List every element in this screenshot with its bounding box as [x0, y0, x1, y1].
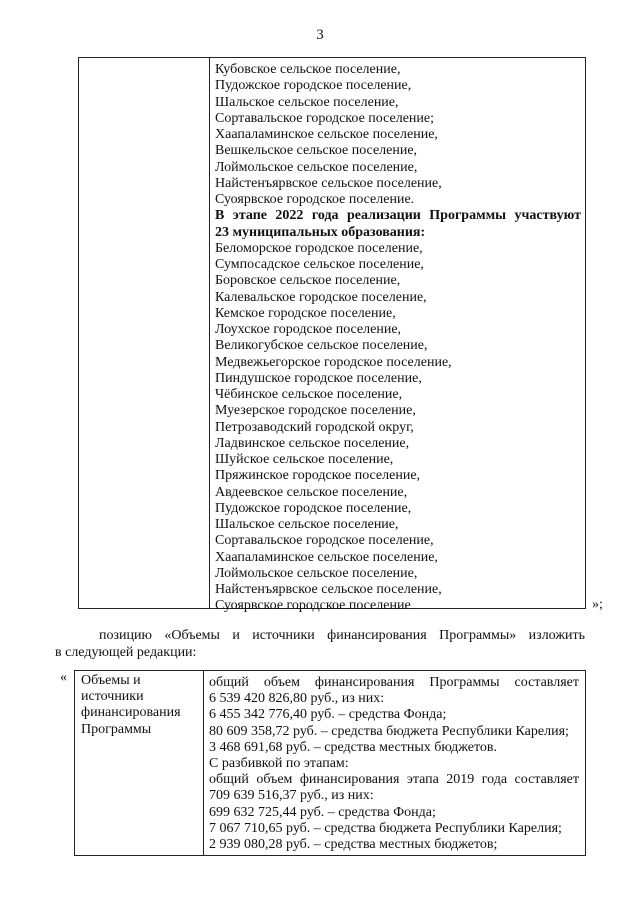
closing-quote-mark: »; — [592, 597, 603, 612]
municipality-line: Боровское сельское поселение, — [215, 273, 401, 289]
funding-line: общий объем финансирования этапа 2019 года составляет — [209, 772, 579, 788]
municipality-line: Лоймольское сельское поселение, — [215, 159, 418, 175]
municipality-line: Калевальское городское поселение, — [215, 289, 427, 305]
funding-line: 699 632 725,44 руб. – средства Фонда; — [209, 804, 436, 820]
municipality-line: Великогубское сельское поселение, — [215, 338, 428, 354]
municipality-line: Пиндушское городское поселение, — [215, 370, 422, 386]
municipality-line: Кемское городское поселение, — [215, 305, 396, 321]
municipality-line: 23 муниципальных образования: — [215, 224, 426, 240]
municipality-line: Медвежьегорское городское поселение, — [215, 354, 452, 370]
municipality-line: В этапе 2022 года реализации Программы участвуют — [215, 208, 581, 224]
table-left-cell — [79, 58, 209, 608]
municipality-line: Сумпосадское сельское поселение, — [215, 257, 424, 272]
funding-line: 6 539 420 826,80 руб., из них: — [209, 691, 385, 707]
municipality-line: Найстенъярвское сельское поселение, — [215, 582, 442, 597]
municipality-line: Беломорское городское поселение, — [215, 240, 423, 256]
municipality-line: Суоярвское городское поселение — [215, 598, 411, 614]
amendment-paragraph — [55, 628, 585, 661]
municipality-line: Найстенъярвское сельское поселение, — [215, 175, 442, 191]
municipality-line: Суоярвское городское поселение. — [215, 192, 415, 207]
paragraph-line-2: в следующей редакции: — [55, 644, 197, 660]
municipality-line: Хаапаламинское сельское поселение, — [215, 549, 438, 565]
table-column-divider — [209, 58, 210, 608]
municipality-line: Шальское сельское поселение, — [215, 94, 399, 110]
municipalities-table — [78, 57, 586, 614]
funding-heading-line: Объемы и — [81, 673, 141, 688]
municipality-line: Ладвинское сельское поселение, — [215, 435, 410, 451]
municipality-line: Петрозаводский городской округ, — [215, 419, 414, 435]
table-column-divider — [203, 671, 204, 855]
municipality-line: Пудожское городское поселение, — [215, 78, 412, 94]
municipality-line: Муезерское городское поселение, — [215, 403, 416, 419]
funding-line: 3 468 691,68 руб. – средства местных бюджетов. — [209, 739, 497, 755]
funding-line: 2 939 080,28 руб. – средства местных бюджетов; — [209, 837, 498, 853]
funding-heading-line: Программы — [81, 721, 152, 737]
funding-line: 80 609 358,72 руб. – средства бюджета Республики Карелия; — [209, 723, 569, 739]
funding-line: 6 455 342 776,40 руб. – средства Фонда; — [209, 707, 447, 723]
funding-heading-line: источники — [81, 689, 144, 705]
funding-line: 7 067 710,65 руб. – средства бюджета Республики Карелия; — [209, 820, 562, 836]
funding-line: общий объем финансирования Программы составляет — [209, 675, 579, 690]
municipality-line: Хаапаламинское сельское поселение, — [215, 127, 438, 142]
opening-quote-mark: « — [60, 670, 67, 685]
municipality-line: Сортавальское городское поселение, — [215, 533, 434, 549]
municipality-line: Авдеевское сельское поселение, — [215, 484, 408, 500]
municipality-line: Лоймольское сельское поселение, — [215, 565, 418, 581]
funding-table — [74, 670, 586, 856]
funding-table-heading-cell — [81, 673, 199, 738]
municipality-line: Кубовское сельское поселение, — [215, 62, 401, 77]
municipalities-list — [215, 62, 581, 615]
funding-heading-line: финансирования — [81, 705, 181, 721]
funding-line: С разбивкой по этапам: — [209, 756, 349, 772]
municipality-line: Сортавальское городское поселение; — [215, 110, 435, 126]
page-number: 3 — [316, 27, 324, 43]
municipality-line: Вешкельское сельское поселение, — [215, 143, 418, 159]
funding-details-cell — [209, 675, 579, 853]
municipality-line: Пряжинское городское поселение, — [215, 468, 421, 484]
municipality-line: Шуйское сельское поселение, — [215, 452, 394, 467]
municipality-line: Пудожское городское поселение, — [215, 500, 412, 516]
funding-line: 709 639 516,37 руб., из них: — [209, 788, 374, 804]
municipality-line: Шальское сельское поселение, — [215, 517, 399, 532]
municipality-line: Лоухское городское поселение, — [215, 322, 402, 337]
paragraph-line-1: позицию «Объемы и источники финансирования Программы» изложить — [99, 628, 585, 643]
municipality-line: Чёбинское сельское поселение, — [215, 387, 403, 402]
